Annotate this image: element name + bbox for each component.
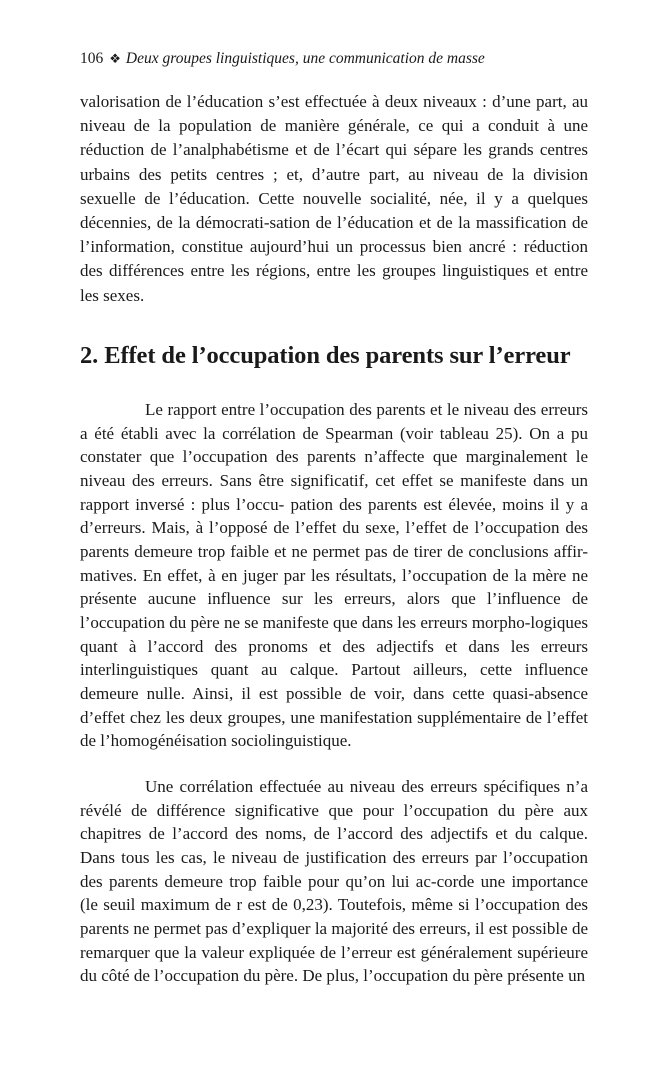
section-heading: 2. Effet de l’occupation des parents sur l’erreur — [80, 342, 571, 369]
body-paragraph-1: valorisation de l’éducation s’est effectuée à deux niveaux : d’une part, au niveau de la population de manière générale, ce qui a conduit à une réduction de l’analphabétisme et de l’écart qui sépare les grands centres urbains des petits centres ; et, d’autre part, au niveau de la division sexuelle de l’éducation. Cette nouvelle socialité, née, il y a quelques décennies, de la démocrati-sation de l’éducation et de la massification de l’information, constitue aujourd’hui un processus bien ancré : réduction des différences entre les régions, entre les groupes linguistiques et entre les sexes. — [80, 92, 588, 305]
running-title: Deux groupes linguistiques, une communication de masse — [125, 50, 485, 67]
body-paragraph-3: Une corrélation effectuée au niveau des erreurs spécifiques n’a révélé de différence significative que pour l’occupation du père aux chapitres de l’accord des noms, de l’accord des adjectifs et du calque. Dans tous les cas, le niveau de justification des erreurs par l’occupation des parents demeure trop faible pour qu’on lui ac-corde une importance (le seuil maximum de r est de 0,23). Toutefois, même si l’occupation des parents ne permet pas d’expliquer la majorité des erreurs, il est possible de remarquer que la valeur expliquée de l’erreur est généralement supérieure du côté de l’occupation du père. De plus, l’occupation du père présente un — [80, 777, 588, 986]
running-header — [80, 50, 588, 68]
body-paragraph-2: Le rapport entre l’occupation des parents et le niveau des erreurs a été établi avec la corrélation de Spearman (voir tableau 25). On a pu constater que l’occupation des parents n’affecte que marginalement le niveau des erreurs. Sans être significatif, cet effet se manifeste dans un rapport inversé : plus l’occu- pation des parents est élevée, moins il y a d’erreurs. Mais, à l’opposé de l’effet du sexe, l’effet de l’occupation des parents demeure trop faible et ne permet pas de tirer de conclusions affir- matives. En effet, à en juger par les résultats, l’occupation de la mère ne présente aucune influence sur les erreurs, alors que l’influence de l’occupation du père ne se manifeste que dans les erreurs morpho-logiques quant à l’accord des pronoms et des adjectifs et dans les erreurs interlinguistiques quant au calque. Partout ailleurs, cette influence demeure nulle. Ainsi, il est possible de voir, dans cette quasi-absence d’effet chez les deux groupes, une manifestation supplémentaire de l’effet de l’homogénéisation sociolinguistique. — [80, 400, 588, 751]
fleuron-ornament: ❖ — [109, 51, 121, 66]
page-number: 106 — [80, 50, 104, 67]
